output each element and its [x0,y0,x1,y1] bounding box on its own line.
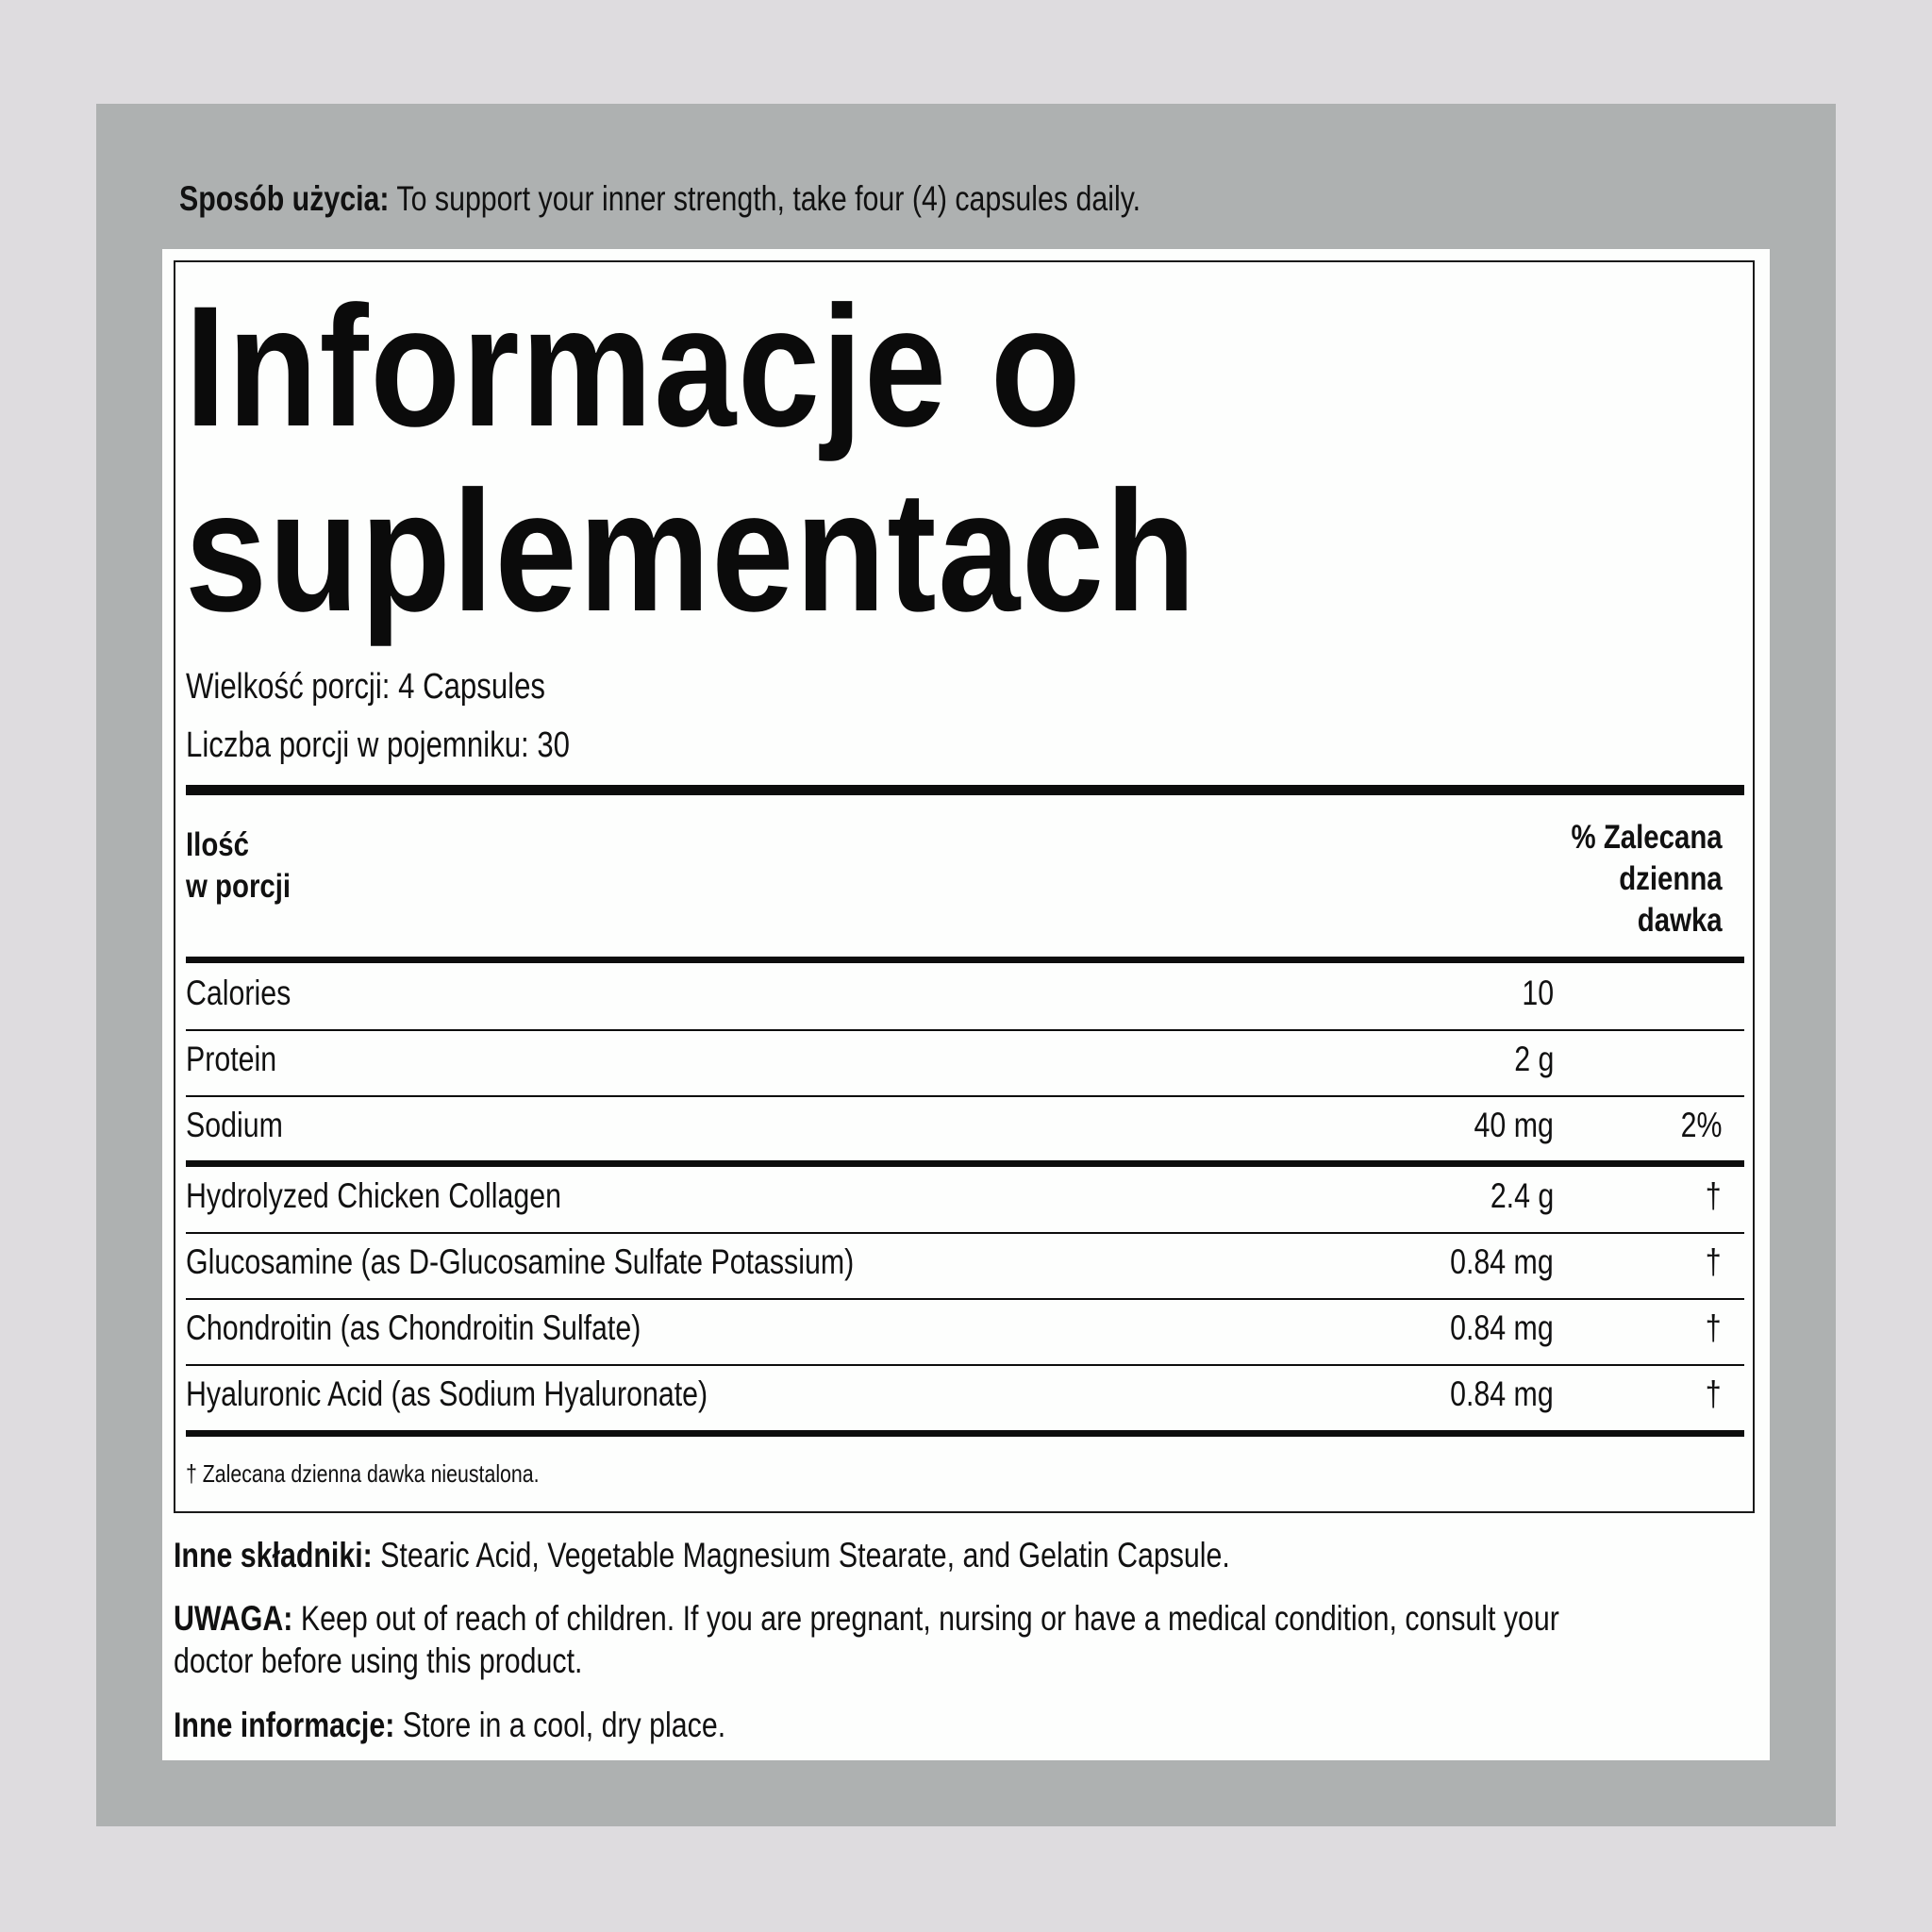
table-row [186,1372,1744,1417]
table-row [186,1240,1744,1285]
row-amount: 40 mg [1474,1106,1554,1144]
daily-value-header: % Zalecana dzienna dawka [1571,819,1723,939]
directions-text [179,175,1141,223]
row-amount: 0.84 mg [1450,1242,1554,1281]
table-row [186,971,1744,1016]
row-amount: 0.84 mg [1450,1308,1554,1347]
divider-thin [186,1095,1744,1097]
table-row [186,1037,1744,1082]
divider-medium [186,1160,1744,1167]
row-name: Chondroitin (as Chondroitin Sulfate) [186,1308,641,1347]
divider-thin [186,1298,1744,1300]
other-ingredients [174,1534,1636,1576]
row-name: Protein [186,1040,277,1078]
divider-thin [186,1232,1744,1234]
divider-medium [186,957,1744,963]
row-amount: 0.84 mg [1450,1374,1554,1413]
other-ingredients-label: Inne składniki: [174,1536,373,1574]
daily-value-footnote: † Zalecana dzienna dawka nieustalona. [186,1459,540,1488]
other-ingredients-text: Stearic Acid, Vegetable Magnesium Stearate, and Gelatin Capsule. [372,1536,1230,1574]
row-amount: 10 [1522,974,1554,1012]
supplement-facts-title: Informacje o suplementach [185,270,1198,647]
other-information-label: Inne informacje: [174,1706,395,1744]
other-information-text: Store in a cool, dry place. [394,1706,726,1744]
row-name: Hydrolyzed Chicken Collagen [186,1176,561,1215]
servings-per-container: Liczba porcji w pojemniku: 30 [186,725,571,765]
serving-size: Wielkość porcji: 4 Capsules [186,667,545,707]
warning-text: Keep out of reach of children. If you are pregnant, nursing or have a medical condition, consult your doctor before using this product. [174,1599,1559,1680]
row-name: Calories [186,974,291,1012]
directions-label: Sposób użycia: [179,179,390,218]
other-information [174,1704,1636,1746]
row-amount: 2 g [1513,1040,1554,1078]
row-daily-value: † [1706,1242,1722,1281]
row-daily-value: † [1706,1176,1722,1215]
row-daily-value: 2% [1680,1106,1722,1144]
table-row [186,1174,1744,1219]
row-name: Sodium [186,1106,283,1144]
row-amount: 2.4 g [1490,1176,1554,1215]
divider-thick [186,785,1744,795]
row-daily-value: † [1706,1308,1722,1347]
table-row [186,1306,1744,1351]
warning [174,1597,1636,1682]
row-name: Glucosamine (as D-Glucosamine Sulfate Potassium) [186,1242,855,1281]
table-row [186,1103,1744,1148]
divider-medium [186,1430,1744,1437]
divider-thin [186,1029,1744,1031]
divider-thin [186,1364,1744,1366]
amount-per-serving-header: Ilość w porcji [186,826,291,905]
directions-body: To support your inner strength, take four (4) capsules daily. [389,179,1141,218]
row-name: Hyaluronic Acid (as Sodium Hyaluronate) [186,1374,708,1413]
row-daily-value: † [1706,1374,1722,1413]
warning-label: UWAGA: [174,1599,293,1638]
